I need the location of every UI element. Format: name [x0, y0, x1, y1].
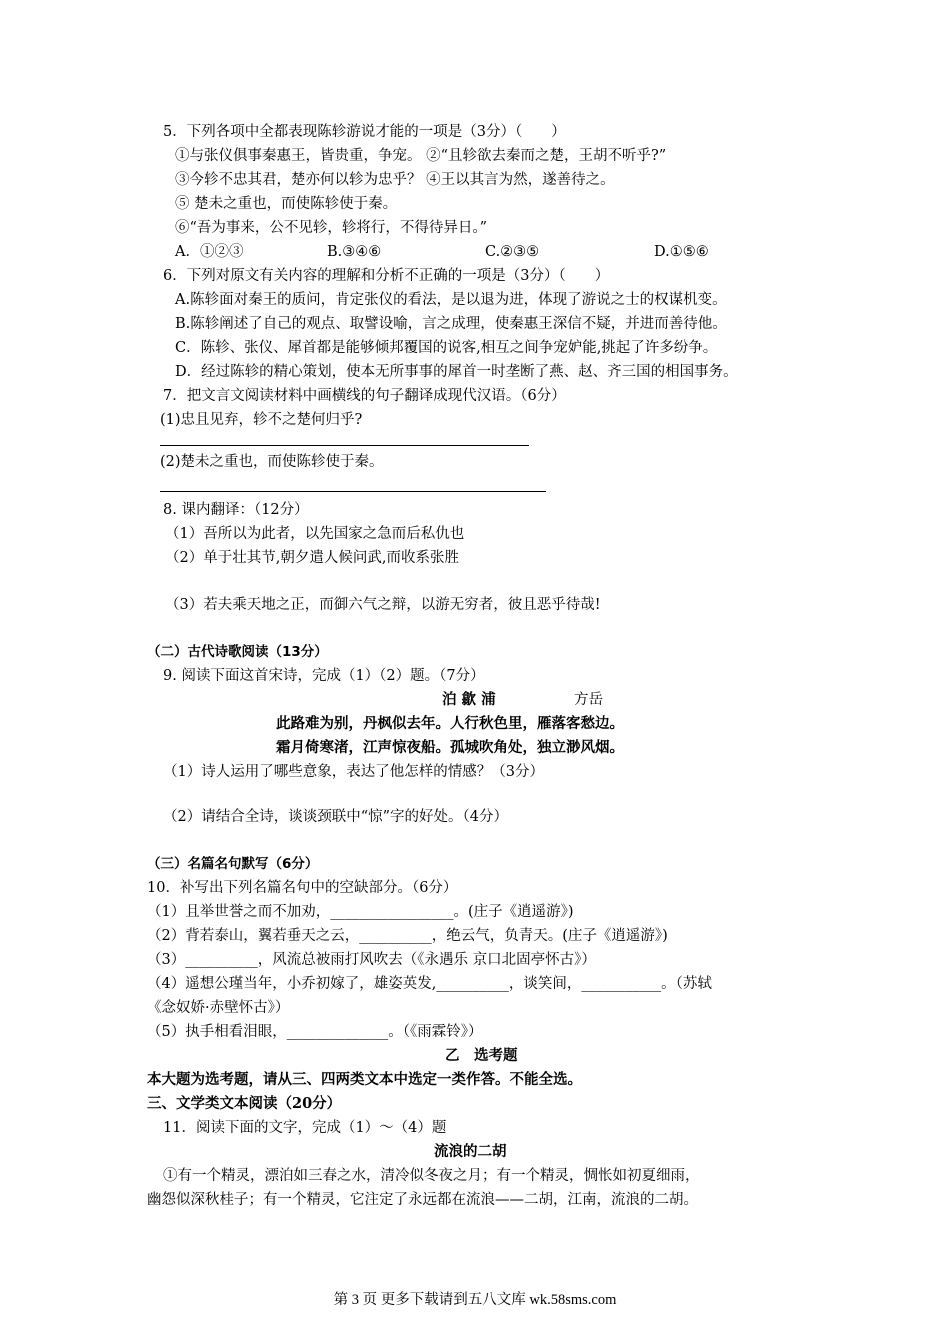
q10-item-1: （1）且举世誉之而不加劝，_________________。(庄子《逍遥游》) — [147, 904, 574, 920]
q10-item-3: （3）__________，风流总被雨打风吹去（《永遇乐 京口北固亭怀古》） — [147, 952, 596, 968]
q10-item-2: （2）背若泰山，翼若垂天之云，__________，绝云气，负青天。(庄子《逍遥游》) — [147, 928, 668, 944]
elective-instruction: 本大题为选考题，请从三、四两类文本中选定一类作答。不能全选。 — [147, 1071, 582, 1088]
question-7: 7．把文言文阅读材料中画横线的句子翻译成现代汉语。（6分） — [163, 388, 566, 404]
q9-sub-1: （1）诗人运用了哪些意象，表达了他怎样的情感？（3分） — [163, 764, 544, 780]
q5-choice-b: B.③④⑥ — [327, 244, 382, 260]
story-paragraph-1-cont: 幽怨似深秋桂子；有一个精灵，它注定了永远都在流浪——二胡，江南，流浪的二胡。 — [147, 1192, 698, 1208]
q5-choice-d: D.①⑤⑥ — [654, 244, 709, 260]
poem-title: 泊 歙 浦 — [442, 691, 496, 708]
q6-choice-b: B.陈轸阐述了自己的观点、取譬设喻，言之成理，使秦惠王深信不疑，并进而善待他。 — [175, 316, 727, 332]
q5-option-line-2: ③今轸不忠其君，楚亦何以轸为忠乎？ ④王以其言为然，遂善待之。 — [175, 172, 615, 188]
q10-item-5: （5）执手相看泪眼，______________。（《雨霖铃》） — [147, 1024, 483, 1040]
q5-option-line-4: ⑥“吾为事来，公不见轸，轸将行，不得待异日。” — [175, 220, 488, 236]
q6-choice-d: D．经过陈轸的精心策划，使本无所事事的犀首一时垄断了燕、赵、齐三国的相国事务。 — [175, 364, 738, 380]
q5-option-line-1: ①与张仪俱事秦惠王，皆贵重，争宠。 ②“且轸欲去秦而之楚，王胡不听乎?” — [175, 148, 667, 164]
q6-choice-c: C．陈轸、张仪、犀首都是能够倾邦覆国的说客,相互之间争宠妒能,挑起了许多纷争。 — [175, 340, 718, 356]
q6-choice-a: A.陈轸面对秦王的质问，肯定张仪的看法，是以退为进，体现了游说之士的权谋机变。 — [175, 292, 727, 308]
q7-sentence-2: (2)楚未之重也，而使陈轸使于秦。 — [160, 454, 384, 470]
part-yi-heading: 乙 选考题 — [445, 1047, 518, 1064]
question-8: 8. 课内翻译：（12分） — [163, 502, 309, 518]
section-heading-recitation: （三）名篇名句默写（6分） — [147, 856, 319, 872]
poem-line-1: 此路难为别，丹枫似去年。人行秋色里，雁落客愁边。 — [276, 715, 624, 732]
section-heading-poetry: （二）古代诗歌阅读（13分） — [147, 644, 328, 660]
page-footer: 第 3 页 更多下载请到五八文库 wk.58sms.com — [333, 1292, 617, 1308]
question-5: 5．下列各项中全都表现陈轸游说才能的一项是（3分）（ ） — [163, 124, 566, 140]
question-11: 11．阅读下面的文字，完成（1）～（4）题 — [163, 1120, 447, 1136]
q8-sentence-1: （1）吾所以为此者，以先国家之急而后私仇也 — [165, 526, 465, 542]
q10-item-4: （4）遥想公瑾当年，小乔初嫁了，雄姿英发,__________，谈笑间，___________。（苏轼 — [147, 976, 712, 992]
q5-option-line-3: ⑤ 楚未之重也，而使陈轸使于秦。 — [175, 196, 398, 212]
section-heading-literature: 三、文学类文本阅读（20分） — [147, 1095, 342, 1112]
poem-author: 方岳 — [574, 692, 603, 708]
q10-item-4-source: 《念奴娇·赤壁怀古》） — [147, 1000, 290, 1016]
question-6: 6．下列对原文有关内容的理解和分析不正确的一项是（3分）（ ） — [163, 268, 610, 284]
q5-choice-a: A．①②③ — [175, 244, 244, 260]
q5-choice-c: C.②③⑤ — [485, 244, 540, 260]
question-10: 10．补写出下列名篇名句中的空缺部分。（6分） — [147, 880, 458, 896]
q9-sub-2: （2）请结合全诗，谈谈颈联中“惊”字的好处。（4分） — [163, 809, 509, 825]
poem-line-2: 霜月倚寒渚，江声惊夜船。孤城吹角处，独立渺风烟。 — [276, 739, 624, 756]
question-9: 9. 阅读下面这首宋诗，完成（1）（2）题。（7分） — [163, 668, 485, 684]
story-title: 流浪的二胡 — [434, 1143, 507, 1160]
answer-line — [160, 445, 529, 446]
q8-sentence-3: （3）若夫乘天地之正，而御六气之辩，以游无穷者，彼且恶乎待哉! — [165, 597, 601, 613]
q8-sentence-2: （2）单于壮其节,朝夕遣人候问武,而收系张胜 — [165, 550, 459, 566]
q7-sentence-1: (1)忠且见弃，轸不之楚何归乎? — [160, 412, 363, 428]
story-paragraph-1: ①有一个精灵，漂泊如三春之水，清冷似冬夜之月；有一个精灵，惆怅如初夏细雨， — [163, 1168, 700, 1184]
answer-line — [160, 491, 546, 492]
